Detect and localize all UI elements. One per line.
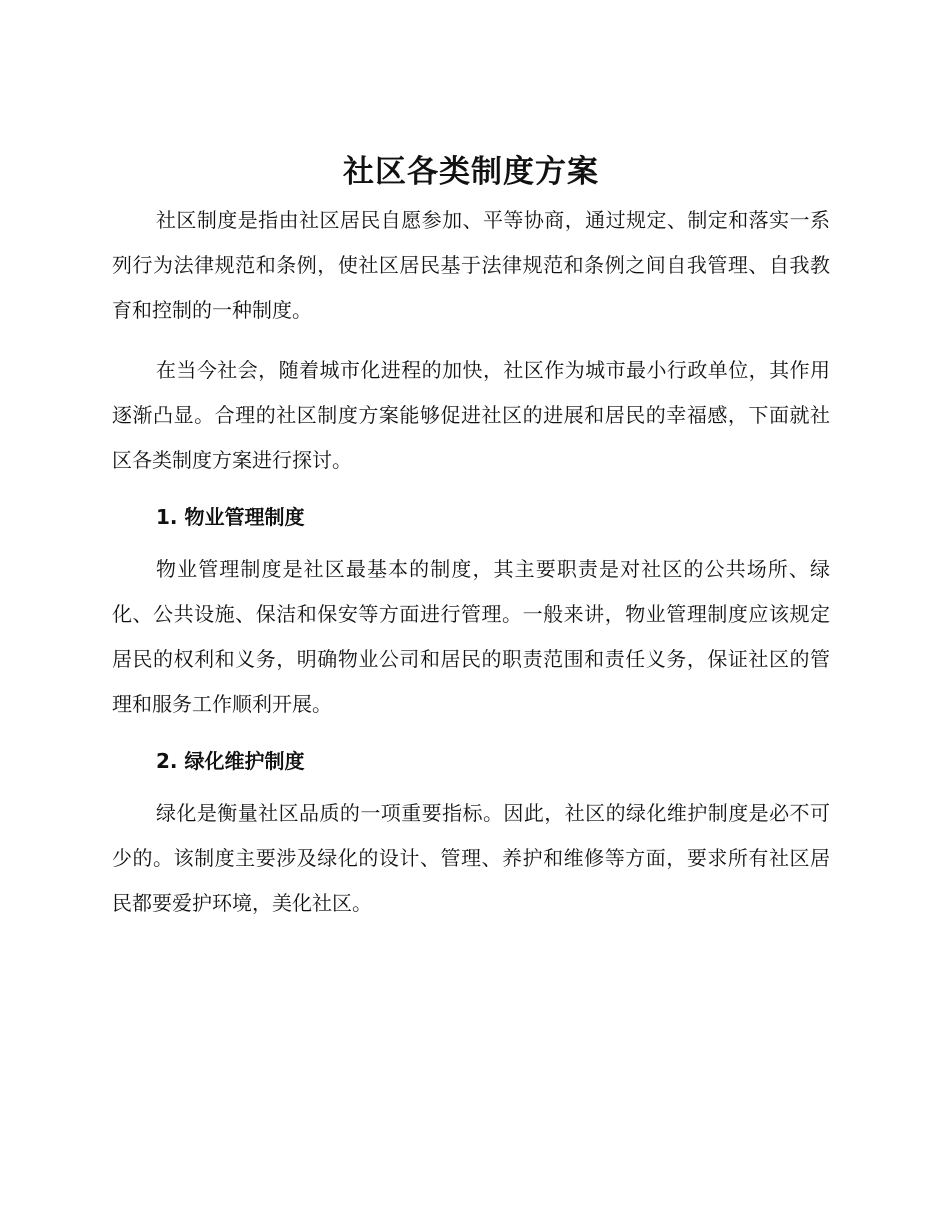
section-paragraph-greening-maintenance: 绿化是衡量社区品质的一项重要指标。因此，社区的绿化维护制度是必不可少的。该制度主要涉及绿化的设计、管理、养护和维修等方面，要求所有社区居民都要爱护环境，美化社区。 xyxy=(112,801,830,915)
intro-paragraph: 在当今社会，随着城市化进程的加快，社区作为城市最小行政单位，其作用逐渐凸显。合理的社区制度方案能够促进社区的进展和居民的幸福感，下面就社区各类制度方案进行探讨。 xyxy=(112,358,830,472)
section-heading-property-management: 1. 物业管理制度 xyxy=(156,505,305,529)
intro-paragraph: 社区制度是指由社区居民自愿参加、平等协商，通过规定、制定和落实一系列行为法律规范和条例，使社区居民基于法律规范和条例之间自我管理、自我教育和控制的一种制度。 xyxy=(112,208,830,322)
section-heading-greening-maintenance: 2. 绿化维护制度 xyxy=(156,749,305,773)
section-paragraph-property-management: 物业管理制度是社区最基本的制度，其主要职责是对社区的公共场所、绿化、公共设施、保洁和保安等方面进行管理。一般来讲，物业管理制度应该规定居民的权利和义务，明确物业公司和居民的职责范围和责任义务，保证社区的管理和服务工作顺利开展。 xyxy=(112,557,830,716)
document-title: 社区各类制度方案 xyxy=(343,154,599,190)
document-body xyxy=(112,150,830,926)
